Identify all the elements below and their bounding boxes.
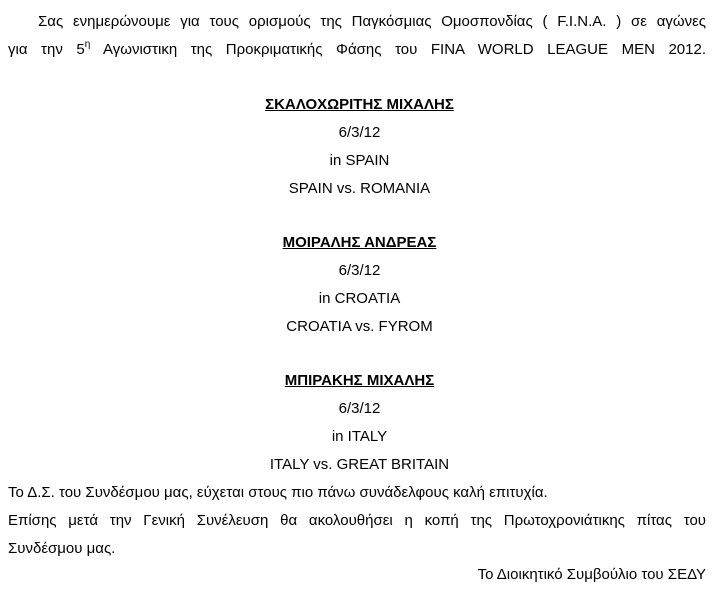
intro-line-2-end: Αγωνιστικη της Προκριματικής Φάσης του FINA WORLD LEAGUE MEN 2012. [90, 41, 706, 58]
ordinal-superscript: η [84, 39, 91, 50]
match-location: in CROATIA [318, 290, 401, 307]
match-date: 6/3/12 [338, 400, 381, 417]
intro-line-2 [8, 41, 706, 59]
match-date: 6/3/12 [338, 262, 381, 279]
match-date: 6/3/12 [338, 124, 381, 141]
intro-line-1: Σας ενημερώνουμε για τους ορισμούς της Παγκόσμιας Ομοσπονδίας ( F.I.N.A. ) σε αγώνες [38, 13, 706, 30]
referee-name: ΣΚΑΛΟΧΩΡΙΤΗΣ ΜΙΧΑΛΗΣ [265, 96, 454, 113]
match-location: in SPAIN [329, 152, 390, 169]
wishes-paragraph: Το Δ.Σ. του Συνδέσμου μας, εύχεται στους πιο πάνω συνάδελφους καλή επιτυχία. [8, 484, 548, 501]
match-location: in ITALY [331, 428, 388, 445]
match-teams: CROATIA vs. FYROM [286, 318, 433, 335]
signature: Το Διοικητικό Συμβούλιο του ΣΕΔΥ [477, 566, 706, 583]
event-line-2: Συνδέσμου μας. [8, 540, 116, 557]
intro-line-2-start: για την 5 [8, 41, 85, 58]
referee-name: ΜΠΙΡΑΚΗΣ ΜΙΧΑΛΗΣ [284, 372, 435, 389]
match-teams: SPAIN vs. ROMANIA [288, 180, 431, 197]
event-line-1: Επίσης μετά την Γενική Συνέλευση θα ακολουθήσει η κοπή της Πρωτοχρονιάτικης πίτας του [8, 512, 706, 529]
match-teams: ITALY vs. GREAT BRITAIN [269, 456, 450, 473]
referee-name: ΜΟΙΡΑΛΗΣ ΑΝΔΡΕΑΣ [282, 234, 437, 251]
